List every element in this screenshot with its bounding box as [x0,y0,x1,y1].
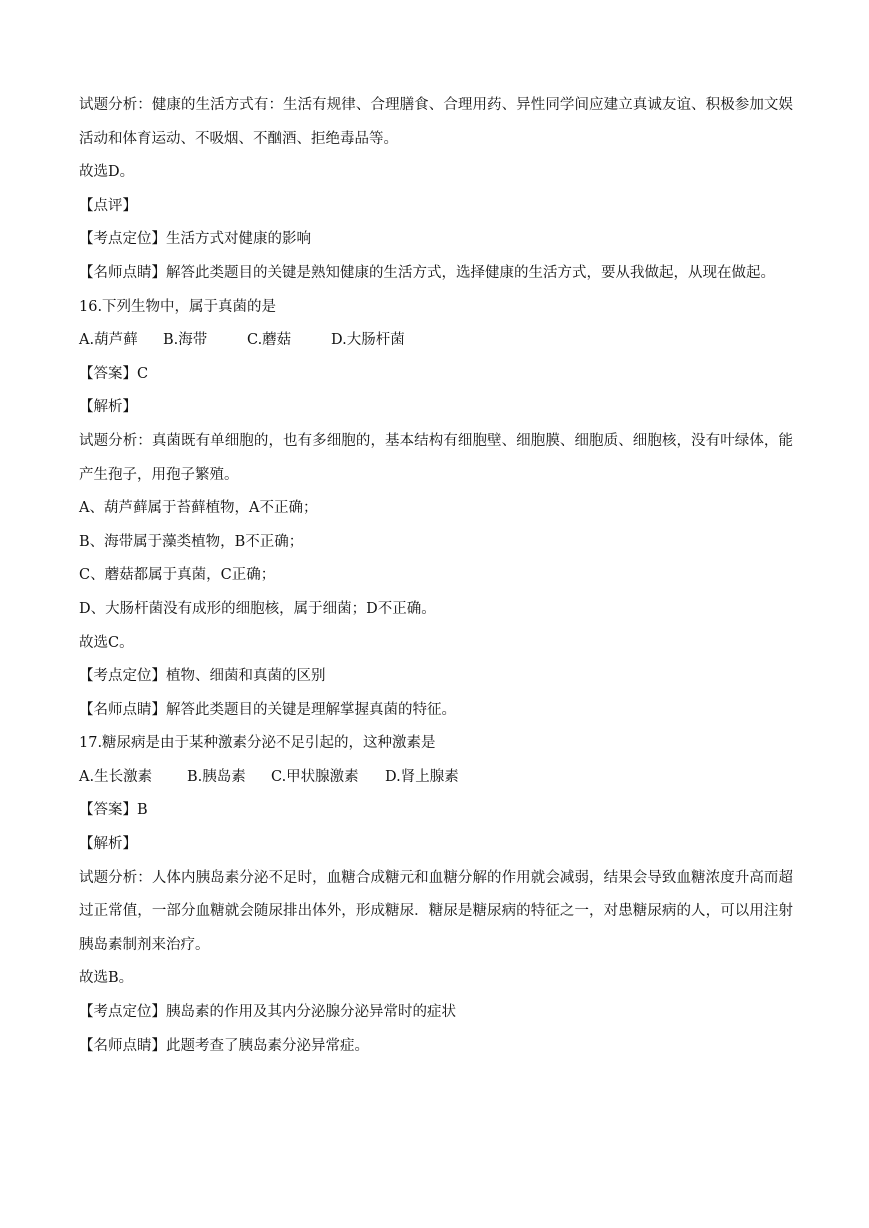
question-16: 16.下列生物中，属于真菌的是 [79,298,277,315]
question-17: 17.糖尿病是由于某种激素分泌不足引起的，这种激素是 [79,735,436,752]
answer-choice-16: 故选C。 [79,634,134,651]
answer-16: 【答案】C [79,365,149,382]
answer-choice-17: 故选B。 [79,970,134,987]
analysis-text-16: 试题分析：真菌既有单细胞的，也有多细胞的，基本结构有细胞壁、细胞膜、细胞质、细胞核，没有叶绿体，能产生孢子，用孢子繁殖。 [79,432,793,483]
comment-heading-15: 【点评】 [79,197,137,214]
point-b-16: B、海带属于藻类植物，B不正确； [79,533,304,550]
answer-choice-15: 故选D。 [79,164,135,181]
option-d-16: D.大肠杆菌 [331,332,405,349]
teacher-note-15: 【名师点睛】解答此类题目的关键是熟知健康的生活方式，选择健康的生活方式，要从我做起，从现在做起。 [79,264,775,281]
point-c-16: C、蘑菇都属于真菌，C正确； [79,567,276,584]
point-a-16: A、葫芦藓属于苔藓植物，A不正确； [79,500,318,517]
options-16 [79,324,793,358]
option-c-16: C.蘑菇 [247,332,292,349]
option-b-16: B.海带 [163,332,208,349]
key-point-16: 【考点定位】植物、细菌和真菌的区别 [79,668,326,685]
analysis-text-17: 试题分析：人体内胰岛素分泌不足时，血糖合成糖元和血糖分解的作用就会减弱，结果会导致血糖浓度升高而超过正常值，一部分血糖就会随尿排出体外，形成糖尿．糖尿是糖尿病的特征之一，对患糖尿病的人，可以用注射胰岛素制剂来治疗。 [79,869,793,953]
point-d-16: D、大肠杆菌没有成形的细胞核，属于细菌；D不正确。 [79,600,436,617]
explanation-heading-16: 【解析】 [79,399,137,416]
option-a-17: A.生长激素 [79,768,153,785]
explanation-heading-17: 【解析】 [79,836,137,853]
document-page [79,89,793,1063]
option-d-17: D.肾上腺素 [385,768,459,785]
options-17 [79,761,793,795]
teacher-note-17: 【名师点睛】此题考查了胰岛素分泌异常症。 [79,1037,369,1054]
teacher-note-16: 【名师点睛】解答此类题目的关键是理解掌握真菌的特征。 [79,701,456,718]
option-b-17: B.胰岛素 [187,768,246,785]
option-a-16: A.葫芦藓 [79,332,138,349]
key-point-15: 【考点定位】生活方式对健康的影响 [79,231,311,248]
option-c-17: C.甲状腺激素 [271,768,359,785]
key-point-17: 【考点定位】胰岛素的作用及其内分泌腺分泌异常时的症状 [79,1004,456,1021]
analysis-text-15: 试题分析：健康的生活方式有：生活有规律、合理膳食、合理用药、异性同学间应建立真诚友谊、积极参加文娱活动和体育运动、不吸烟、不酗酒、拒绝毒品等。 [79,97,793,147]
answer-17: 【答案】B [79,802,148,819]
